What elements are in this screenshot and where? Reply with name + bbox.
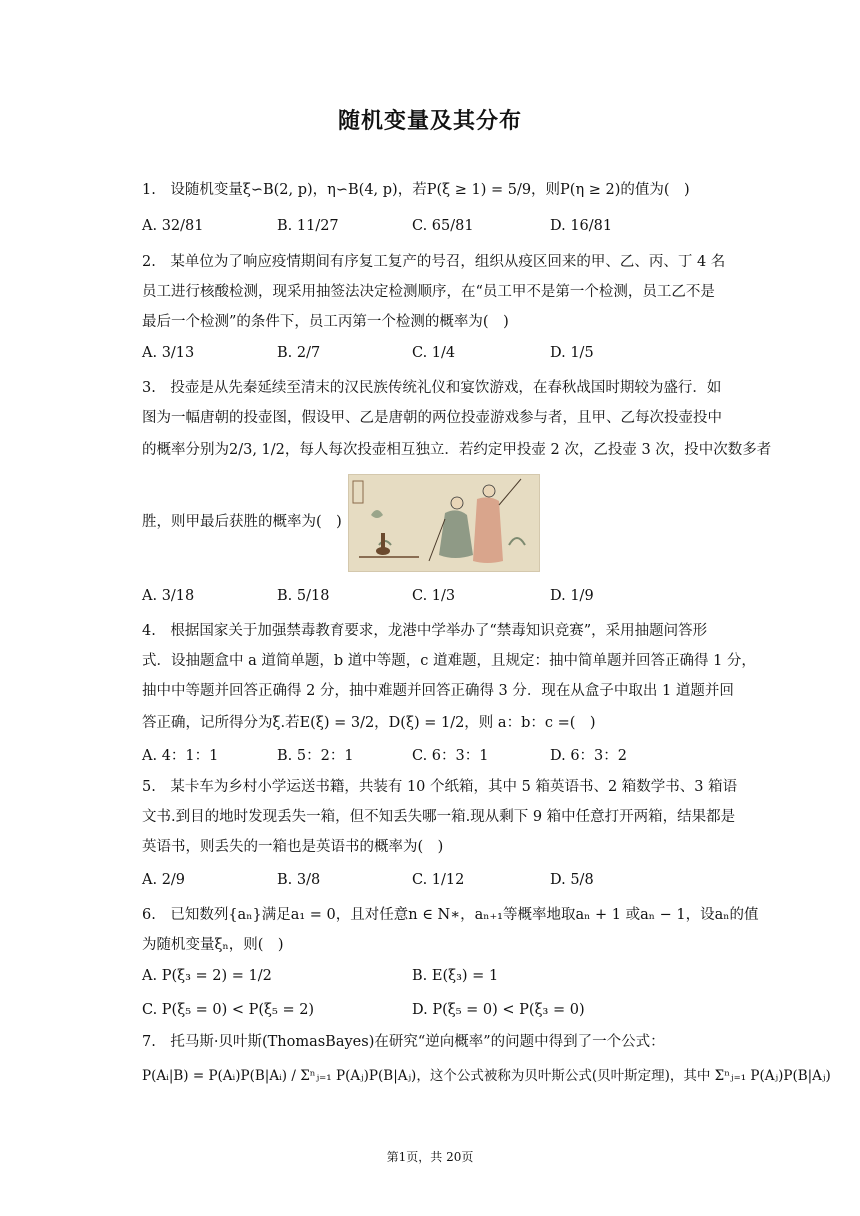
q2-line-1: 2. 某单位为了响应疫情期间有序复工复产的号召，组织从疫区回来的甲、乙、丙、丁 4 名 (142, 254, 726, 270)
q3-option-b: B. 5/18 (277, 588, 330, 604)
q2-option-a: A. 3/13 (142, 345, 195, 361)
q1-stem: 1. 设随机变量ξ∽B(2, p)，η∽B(4, p)，若P(ξ ≥ 1) = 5/9，则P(η ≥ 2)的值为( ) (142, 182, 690, 198)
q2-option-d: D. 1/5 (550, 345, 594, 361)
q4-option-b: B. 5：2：1 (277, 748, 354, 764)
q3-option-c: C. 1/3 (412, 588, 456, 604)
q6-option-a: A. P(ξ₃ = 2) = 1/2 (142, 968, 272, 984)
q2-option-c: C. 1/4 (412, 345, 456, 361)
q7-line-1: 7. 托马斯·贝叶斯(ThomasBayes)在研究“逆向概率”的问题中得到了一个公式： (142, 1034, 665, 1050)
q6-option-c: C. P(ξ₅ = 0) < P(ξ₅ = 2) (142, 1002, 315, 1018)
q1-option-a: A. 32/81 (142, 218, 204, 234)
q5-line-3: 英语书，则丢失的一箱也是英语书的概率为( ) (142, 839, 444, 855)
q1-option-b: B. 11/27 (277, 218, 339, 234)
q4-option-c: C. 6：3：1 (412, 748, 489, 764)
q4-line-4: 答正确，记所得分为ξ.若E(ξ) = 3/2，D(ξ) = 1/2，则 a：b：c =( ) (142, 715, 596, 731)
q4-line-1: 4. 根据国家关于加强禁毒教育要求，龙港中学举办了“禁毒知识竞赛”，采用抽题问答形 (142, 623, 708, 639)
q5-line-1: 5. 某卡车为乡村小学运送书籍，共装有 10 个纸箱，其中 5 箱英语书、2 箱数学书、3 箱语 (142, 779, 738, 795)
q5-option-b: B. 3/8 (277, 872, 321, 888)
q6-line-2: 为随机变量ξₙ，则( ) (142, 937, 284, 953)
q4-line-3: 抽中中等题并回答正确得 2 分，抽中难题并回答正确得 3 分．现在从盒子中取出 1 道题并回 (142, 683, 734, 699)
q2-line-3: 最后一个检测”的条件下，员工丙第一个检测的概率为( ) (142, 314, 509, 330)
q6-line-1: 6. 已知数列{aₙ}满足a₁ = 0，且对任意n ∈ N∗，aₙ₊₁等概率地取aₙ + 1 或aₙ − 1，设aₙ的值 (142, 907, 759, 923)
page-title: 随机变量及其分布 (337, 108, 522, 134)
q1-option-c: C. 65/81 (412, 218, 474, 234)
q4-line-2: 式．设抽题盒中 a 道简单题，b 道中等题，c 道难题，且规定：抽中简单题并回答正确得 1 分， (142, 653, 756, 669)
touhu-painting-image (348, 474, 540, 572)
q5-option-d: D. 5/8 (550, 872, 594, 888)
q6-option-d: D. P(ξ₅ = 0) < P(ξ₃ = 0) (412, 1002, 585, 1018)
q3-line-4: 胜，则甲最后获胜的概率为( ) (142, 514, 342, 530)
q2-line-2: 员工进行核酸检测，现采用抽签法决定检测顺序，在“员工甲不是第一个检测，员工乙不是 (142, 284, 715, 300)
q3-option-a: A. 3/18 (142, 588, 195, 604)
q3-line-2: 图为一幅唐朝的投壶图，假设甲、乙是唐朝的两位投壶游戏参与者，且甲、乙每次投壶投中 (142, 410, 722, 426)
q5-option-a: A. 2/9 (142, 872, 186, 888)
q4-option-a: A. 4：1：1 (142, 748, 219, 764)
q2-option-b: B. 2/7 (277, 345, 321, 361)
q3-line-1: 3. 投壶是从先秦延续至清末的汉民族传统礼仪和宴饮游戏，在春秋战国时期较为盛行．如 (142, 380, 722, 396)
q6-option-b: B. E(ξ₃) = 1 (412, 968, 499, 984)
q3-line-3: 的概率分别为2/3, 1/2，每人每次投壶相互独立．若约定甲投壶 2 次，乙投壶 3 次，投中次数多者 (142, 442, 772, 458)
q3-option-d: D. 1/9 (550, 588, 594, 604)
q5-line-2: 文书.到目的地时发现丢失一箱，但不知丢失哪一箱.现从剩下 9 箱中任意打开两箱，结果都是 (142, 809, 736, 825)
q5-option-c: C. 1/12 (412, 872, 465, 888)
q1-option-d: D. 16/81 (550, 218, 613, 234)
page-footer: 第1页，共 20页 (386, 1150, 474, 1164)
q7-line-2: P(Aᵢ|B) = P(Aᵢ)P(B|Aᵢ) / Σⁿⱼ₌₁ P(Aⱼ)P(B|Aⱼ)，这个公式被称为贝叶斯公式(贝叶斯定理)，其中 Σⁿⱼ₌₁ P(Aⱼ)P(B|Aⱼ) (142, 1068, 831, 1084)
q4-option-d: D. 6：3：2 (550, 748, 628, 764)
